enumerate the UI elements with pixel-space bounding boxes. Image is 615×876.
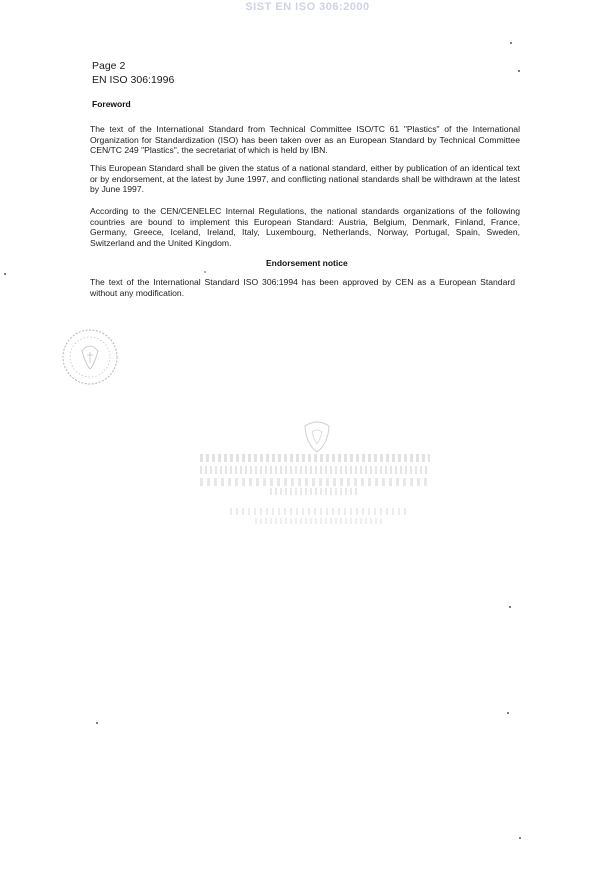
scan-speck <box>509 606 511 608</box>
stamp-line <box>255 518 385 524</box>
stamp-line <box>230 508 410 515</box>
stamp-line <box>200 454 430 462</box>
page-header <box>92 59 174 87</box>
emblem-icon <box>300 420 334 454</box>
standard-designation: EN ISO 306:1996 <box>92 74 175 86</box>
foreword-paragraph-1: The text of the International Standard from Technical Committee ISO/TC 61 "Plastics" of the International Organization for Standardization (ISO) has been taken over as an European Standard by Technical Committee CEN/TC 249 "Plastics", the secretariat of which is held by IBN. <box>90 124 520 156</box>
endorsement-paragraph: The text of the International Standard ISO 306:1994 has been approved by CEN as a European Standard without any modification. <box>90 277 515 298</box>
faded-stamp <box>200 420 430 530</box>
scan-speck <box>4 273 6 275</box>
scan-speck <box>204 271 206 273</box>
page-number: Page 2 <box>92 60 126 72</box>
scan-speck <box>510 42 512 44</box>
foreword-paragraph-2: This European Standard shall be given the status of a national standard, either by publication of an identical text or by endorsement, at the latest by June 1997, and conflicting national standards shall be withdrawn at the latest by June 1997. <box>90 163 520 195</box>
scan-speck <box>518 70 520 72</box>
scan-speck <box>519 837 521 839</box>
watermark: SIST EN ISO 306:2000 <box>245 1 370 13</box>
stamp-line <box>200 466 430 474</box>
stamp-line <box>200 478 430 486</box>
foreword-paragraph-3: According to the CEN/CENELEC Internal Regulations, the national standards organizations of the following countries are bound to implement this European Standard: Austria, Belgium, Denmark, Finland, France, Germany, Greece, Iceland, Ireland, Italy, Luxembourg, Netherlands, Norway, Portugal, Spain, Sweden, Switzerland and the United Kingdom. <box>90 206 520 248</box>
scan-speck <box>507 712 509 714</box>
foreword-heading: Foreword <box>92 99 131 109</box>
scan-speck <box>96 722 98 724</box>
endorsement-heading: Endorsement notice <box>266 258 348 268</box>
stamp-line <box>270 488 360 495</box>
seal-stamp-icon <box>60 327 120 387</box>
